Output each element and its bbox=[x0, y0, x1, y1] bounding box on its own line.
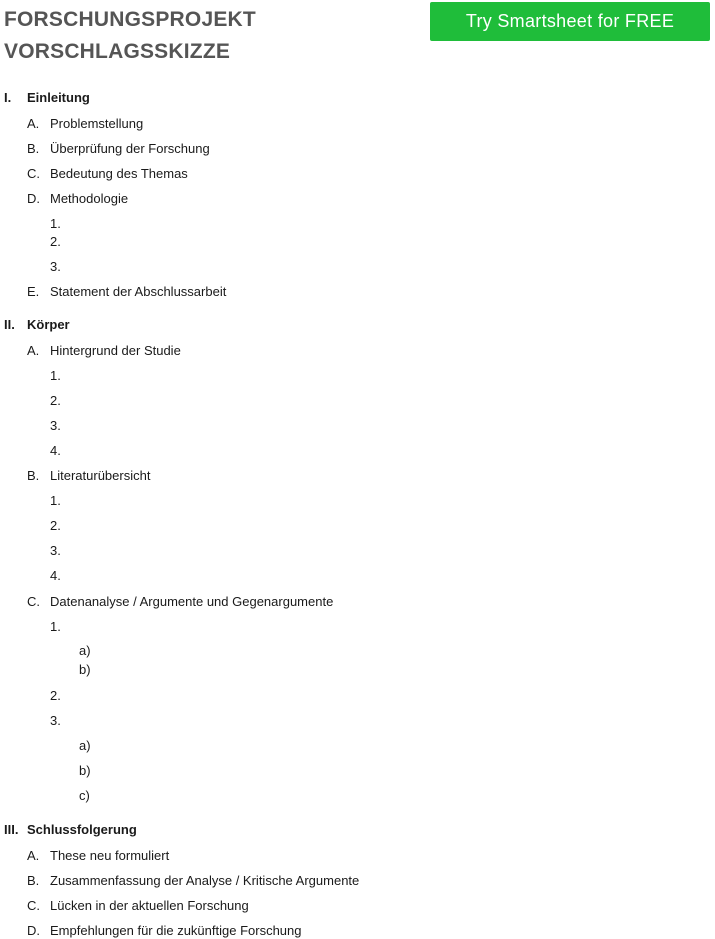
subitem-number: 1. bbox=[50, 368, 61, 383]
page-title-line-1: FORSCHUNGSPROJEKT bbox=[4, 8, 256, 31]
item-number: C. bbox=[27, 594, 40, 609]
item-number: C. bbox=[27, 166, 40, 181]
subitem-number: 4. bbox=[50, 568, 61, 583]
subitem-number: 1. bbox=[50, 216, 61, 231]
section-heading: Einleitung bbox=[27, 90, 90, 105]
item-label: Literaturübersicht bbox=[50, 468, 151, 483]
item-label: Statement der Abschlussarbeit bbox=[50, 284, 227, 299]
subsubitem-letter: a) bbox=[79, 643, 91, 658]
item-label: Lücken in der aktuellen Forschung bbox=[50, 898, 249, 913]
item-number: B. bbox=[27, 468, 40, 483]
subitem-number: 4. bbox=[50, 443, 61, 458]
item-label: Empfehlungen für die zukünftige Forschung bbox=[50, 923, 302, 938]
try-smartsheet-button[interactable]: Try Smartsheet for FREE bbox=[430, 2, 710, 41]
subsubitem-letter: b) bbox=[79, 662, 91, 677]
item-label: Überprüfung der Forschung bbox=[50, 141, 210, 156]
item-number: A. bbox=[27, 116, 40, 131]
subsubitem-letter: c) bbox=[79, 788, 90, 803]
item-number: D. bbox=[27, 923, 40, 938]
subitem-number: 2. bbox=[50, 393, 61, 408]
item-number: C. bbox=[27, 898, 40, 913]
section-number: II. bbox=[4, 317, 15, 332]
subitem-number: 3. bbox=[50, 259, 61, 274]
subitem-number: 3. bbox=[50, 543, 61, 558]
section-heading: Schlussfolgerung bbox=[27, 822, 137, 837]
subsubitem-letter: b) bbox=[79, 763, 91, 778]
item-label: Hintergrund der Studie bbox=[50, 343, 181, 358]
page-title-line-2: VORSCHLAGSSKIZZE bbox=[4, 40, 231, 63]
item-number: A. bbox=[27, 343, 40, 358]
item-label: Zusammenfassung der Analyse / Kritische Argumente bbox=[50, 873, 360, 888]
page-title bbox=[4, 4, 256, 68]
subitem-number: 1. bbox=[50, 493, 61, 508]
section-number: III. bbox=[4, 822, 19, 837]
item-label: Datenanalyse / Argumente und Gegenargumente bbox=[50, 594, 334, 609]
subsubitem-letter: a) bbox=[79, 738, 91, 753]
subitem-number: 2. bbox=[50, 234, 61, 249]
section-heading: Körper bbox=[27, 317, 70, 332]
item-label: Problemstellung bbox=[50, 116, 144, 131]
item-number: A. bbox=[27, 848, 40, 863]
subitem-number: 2. bbox=[50, 688, 61, 703]
item-number: E. bbox=[27, 284, 40, 299]
item-number: B. bbox=[27, 141, 40, 156]
subitem-number: 3. bbox=[50, 418, 61, 433]
subitem-number: 1. bbox=[50, 619, 61, 634]
item-number: B. bbox=[27, 873, 40, 888]
item-label: Methodologie bbox=[50, 191, 129, 206]
item-label: Bedeutung des Themas bbox=[50, 166, 188, 181]
item-number: D. bbox=[27, 191, 40, 206]
subitem-number: 3. bbox=[50, 713, 61, 728]
section-number: I. bbox=[4, 90, 12, 105]
subitem-number: 2. bbox=[50, 518, 61, 533]
item-label: These neu formuliert bbox=[50, 848, 170, 863]
